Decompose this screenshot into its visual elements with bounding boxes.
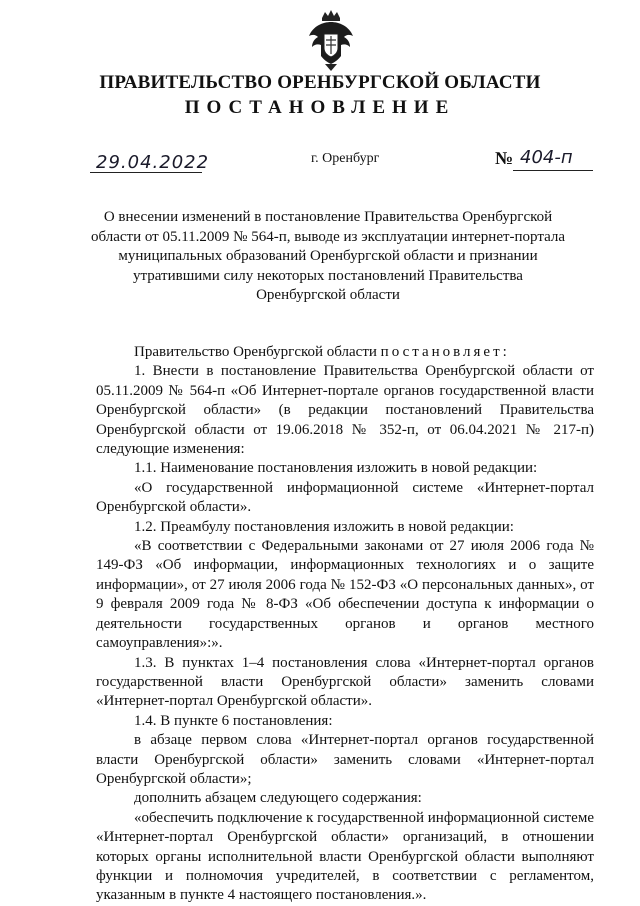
lead-paragraph	[96, 343, 594, 362]
date-underline	[90, 172, 202, 173]
government-title: ПРАВИТЕЛЬСТВО ОРЕНБУРГСКОЙ ОБЛАСТИ	[99, 72, 541, 93]
document-body	[96, 343, 594, 906]
document-date: 29.04.2022	[96, 152, 210, 173]
body-paragraph: «В соответствии с Федеральными законами от 27 июля 2006 года № 149-ФЗ «Об информации, информационных технологиях и о защите информации», от 27 июля 2006 года № 152-ФЗ «О персональных данных», от 9 февраля 2009 года № 8-ФЗ «Об обеспечении доступа к информации о деятельности государственных органов и органов местного самоуправления»:».	[96, 538, 594, 652]
lead-prefix: Правительство Оренбургской области	[134, 344, 381, 360]
body-paragraph: «О государственной информационной системе «Интернет-портал Оренбургской области».	[96, 479, 594, 516]
body-paragraph: 1.1. Наименование постановления изложить в новой редакции:	[134, 460, 538, 477]
document-city: г. Оренбург	[311, 151, 380, 166]
body-paragraph: дополнить абзацем следующего содержания:	[134, 790, 422, 807]
document-number: 404-п	[520, 147, 573, 168]
coat-of-arms-icon	[305, 10, 357, 72]
number-underline	[513, 170, 593, 171]
body-paragraph: 1.4. В пункте 6 постановления:	[134, 712, 333, 729]
body-paragraph: 1.2. Преамбулу постановления изложить в новой редакции:	[134, 518, 514, 535]
document-type: ПОСТАНОВЛЕНИЕ	[184, 97, 456, 118]
body-paragraph: 1.3. В пунктах 1–4 постановления слова «Интернет-портал органов государственной власти Оренбургской области» заменить словами «Интернет-портал Оренбургской области».	[96, 654, 594, 710]
lead-decree-word: постановляет:	[380, 344, 510, 360]
body-paragraph: 1. Внести в постановление Правительства Оренбургской области от 05.11.2009 № 564-п «Об Интернет-портале органов государственной власти Оренбургской области» (в редакции постановлений Правительства Оренбургской области от 19.06.2018 № 352-п, от 06.04.2021 № 217-п) следующие изменения:	[96, 363, 594, 458]
body-paragraph: в абзаце первом слова «Интернет-портал органов государственной власти Оренбургской области» заменить словами «Интернет-портал Оренбургской области»;	[96, 732, 594, 787]
body-paragraph: «обеспечить подключение к государственной информационной системе «Интернет-портал Оренбургской области» организаций, в отношении которых органы исполнительной власти Оренбургской области выполняют функции и полномочия учредителей, в соответствии с регламентом, указанным в пункте 4 настоящего постановления.».	[96, 809, 594, 904]
number-label: №	[495, 148, 514, 168]
document-subject: О внесении изменений в постановление Правительства Оренбургской области от 05.11.2009 № 564-п, выводе из эксплуатации интернет-портала муниципальных образований Оренбургской области и признании утратившими силу некоторых постановлений Правительства Оренбургской области	[90, 209, 566, 304]
